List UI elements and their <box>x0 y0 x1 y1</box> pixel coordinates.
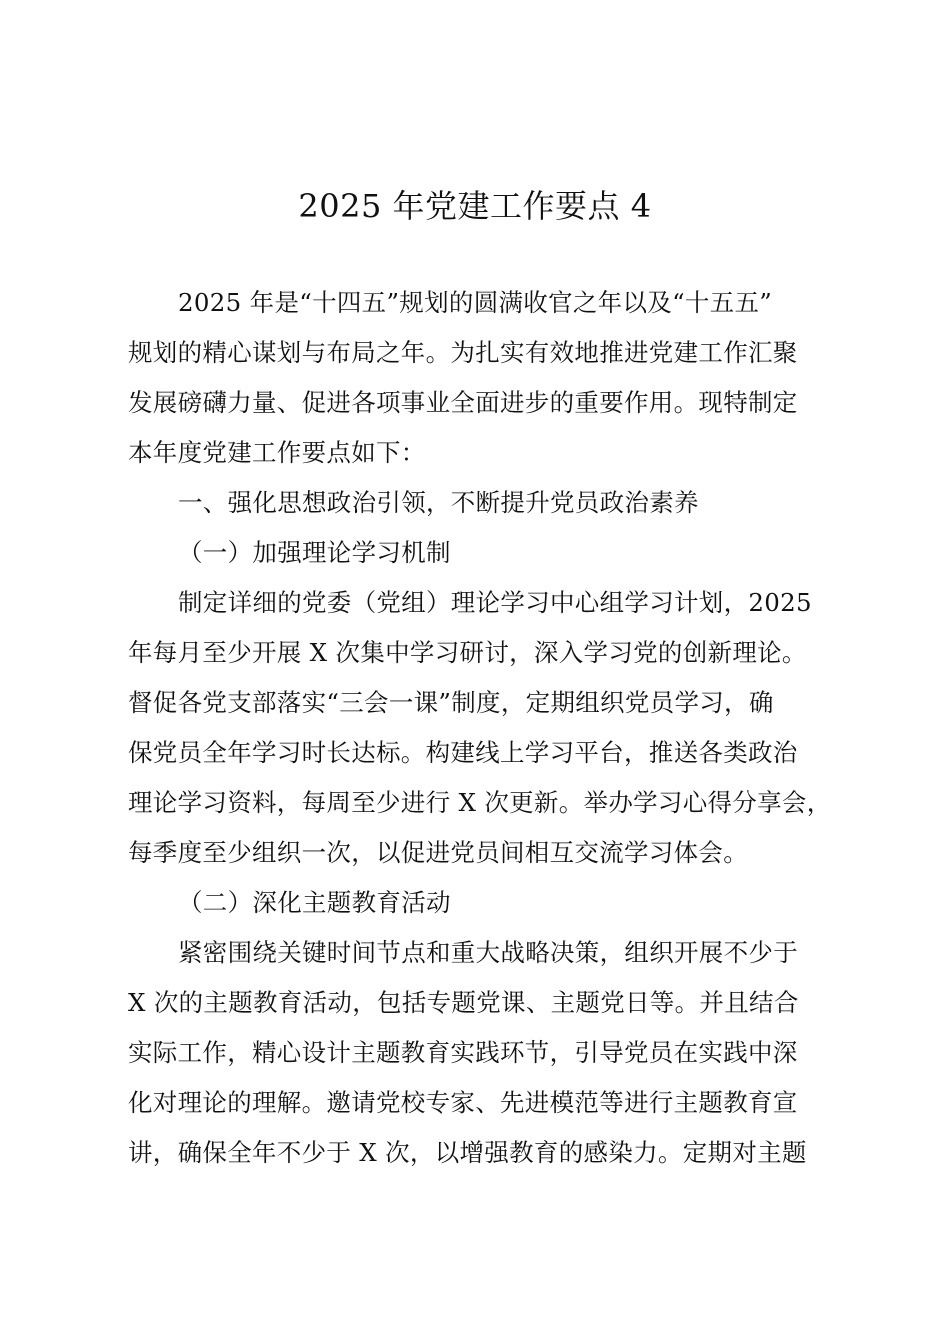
paragraph-1-line-6: 每季度至少组织一次，以促进党员间相互交流学习体会。 <box>128 838 748 867</box>
paragraph-intro-line-4: 本年度党建工作要点如下： <box>128 438 426 467</box>
paragraph-2-line-3: 实际工作，精心设计主题教育实践环节，引导党员在实践中深 <box>128 1038 798 1067</box>
paragraph-1-line-4: 保党员全年学习时长达标。构建线上学习平台，推送各类政治 <box>128 738 798 767</box>
paragraph-intro-line-2: 规划的精心谋划与布局之年。为扎实有效地推进党建工作汇聚 <box>128 338 798 367</box>
paragraph-1-line-3: 督促各党支部落实“三会一课”制度，定期组织党员学习，确 <box>128 688 774 717</box>
subsection-heading-2: （二）深化主题教育活动 <box>178 888 451 917</box>
paragraph-1-line-5: 理论学习资料，每周至少进行 X 次更新。举办学习心得分享会， <box>128 788 832 817</box>
section-heading-1: 一、强化思想政治引领，不断提升党员政治素养 <box>178 488 699 517</box>
paragraph-1-line-1: 制定详细的党委（党组）理论学习中心组学习计划，2025 <box>178 588 812 617</box>
subsection-heading-1: （一）加强理论学习机制 <box>178 538 451 567</box>
paragraph-2-line-1: 紧密围绕关键时间节点和重大战略决策，组织开展不少于 <box>178 938 798 967</box>
paragraph-2-line-2: X 次的主题教育活动，包括专题党课、主题党日等。并且结合 <box>128 988 799 1017</box>
paragraph-2-line-4: 化对理论的理解。邀请党校专家、先进模范等进行主题教育宣 <box>128 1088 798 1117</box>
paragraph-1-line-2: 年每月至少开展 X 次集中学习研讨，深入学习党的创新理论。 <box>128 638 807 667</box>
paragraph-intro-line-1: 2025 年是“十四五”规划的圆满收官之年以及“十五五” <box>178 288 773 317</box>
document-title: 2025 年党建工作要点 4 <box>298 187 652 225</box>
paragraph-2-line-5: 讲，确保全年不少于 X 次，以增强教育的感染力。定期对主题 <box>128 1138 807 1167</box>
paragraph-intro-line-3: 发展磅礴力量、促进各项事业全面进步的重要作用。现特制定 <box>128 388 798 417</box>
